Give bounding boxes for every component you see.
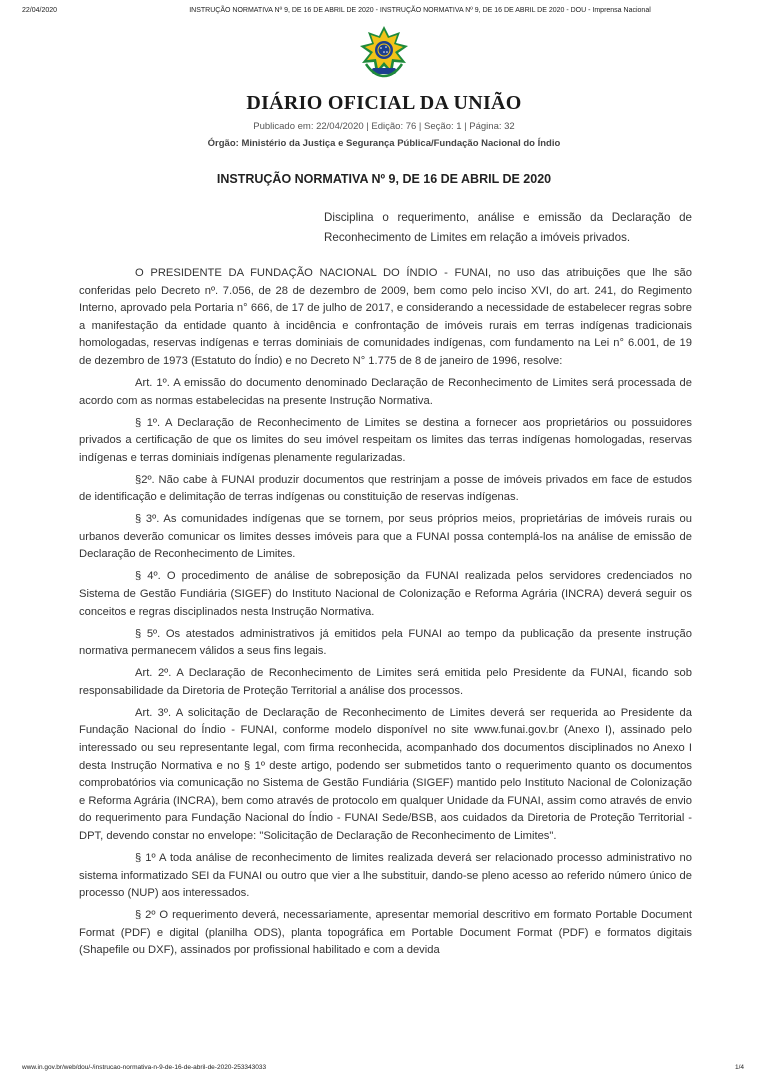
orgao-label: Órgão: <box>207 138 239 149</box>
print-footer <box>0 1064 768 1074</box>
preamble-paragraph: O PRESIDENTE DA FUNDAÇÃO NACIONAL DO ÍNDIO - FUNAI, no uso das atribuições que lhe são conferidas pelo Decreto nº. 7.056, de 28 de dezembro de 2009, bem como pelo inciso XVI, do art. 241, do Regimento Interno, aprovado pela Portaria n° 666, de 17 de julho de 2017, e considerando a necessidade de estabelecer regras sobre a manifestação da entidade quanto à incidência e confrontação de imóveis rurais em terras indígenas tradicionais homologadas, reservas indígenas e terras dominiais de comunidades indígenas, com fundamento na Lei n° 6.001, de 19 de dezembro de 1973 (Estatuto do Índio) e no Decreto N° 1.775 de 8 de janeiro de 1996, resolve: <box>79 267 692 367</box>
print-title: INSTRUÇÃO NORMATIVA Nº 9, DE 16 DE ABRIL DE 2020 - INSTRUÇÃO NORMATIVA Nº 9, DE 16 DE ABRIL DE 2020 - DOU - Imprensa Nacional <box>189 7 651 14</box>
page-number: 1/4 <box>734 1064 744 1071</box>
coat-of-arms-icon <box>356 24 412 80</box>
document-body <box>79 265 692 964</box>
print-date: 22/04/2020 <box>22 7 58 14</box>
article-paragraph: §2º. Não cabe à FUNAI produzir documentos que restrinjam a posse de imóveis privados em face de estudos de identificação e delimitação de terras indígenas ou constituição de reservas indígenas. <box>79 473 692 504</box>
publication-info: Publicado em: 22/04/2020 | Edição: 76 | Seção: 1 | Página: 32 <box>253 121 515 132</box>
article-paragraph: Art. 2º. A Declaração de Reconhecimento de Limites será emitida pelo Presidente da FUNAI, ficando sob responsabilidade da Diretoria de Proteção Territorial a análise dos processos. <box>79 667 692 697</box>
article-paragraph: § 1º. A Declaração de Reconhecimento de Limites se destina a fornecer aos proprietários ou possuidores privados a certificação de que os limites do seu imóvel respeitam os limites das terras indígenas homologadas, reservas indígenas e terras dominiais indígenas plenamente regularizadas. <box>79 416 692 464</box>
orgao-line <box>0 138 768 149</box>
article-paragraph: § 1º A toda análise de reconhecimento de limites realizada deverá ser relacionado processo administrativo no sistema informatizado SEI da FUNAI ou outro que vier a lhe substituir, dando-se pleno acesso ao referido número único de processo (NUP) aos interessados. <box>79 851 692 900</box>
article-paragraph: § 3º. As comunidades indígenas que se tornem, por seus próprios meios, proprietárias de imóveis rurais ou urbanos deverão comunicar os limites desses imóveis para que a FUNAI possa contemplá-los na análise de emissão de Declaração de Reconhecimento de Limites. <box>79 513 692 561</box>
footer-url: www.in.gov.br/web/dou/-/instrucao-normativa-n-9-de-16-de-abril-de-2020-253343033 <box>22 1064 267 1071</box>
article-paragraph: Art. 1º. A emissão do documento denominado Declaração de Reconhecimento de Limites será processada de acordo com as normas estabelecidas na presente Instrução Normativa. <box>79 376 692 407</box>
document-title: INSTRUÇÃO NORMATIVA Nº 9, DE 16 DE ABRIL DE 2020 <box>216 172 552 186</box>
print-header <box>0 7 768 19</box>
article-paragraph: Art. 3º. A solicitação de Declaração de Reconhecimento de Limites deverá ser requerida ao Presidente da Fundação Nacional do Índio - FUNAI, conforme modelo disponível no site www.funai.gov.br (Anexo I), assinado pelo interessado ou seu representante legal, com firma reconhecida, acompanhado dos documentos disciplinados no Anexo I desta Instrução Normativa e no § 1º deste artigo, podendo ser submetidos tanto o requerimento quanto os documentos comprobatórios via comunicação no Sistema de Gestão Fundiária (SIGEF) mantido pelo Instituto Nacional de Colonização e Reforma Agrária (INCRA), bem como através de protocolo em qualquer Unidade da FUNAI, assim como através de envio do requerimento para Fundação Nacional do Índio - FUNAI Sede/BSB, aos cuidados da Diretoria de Proteção Territorial - DPT, devendo constar no envelope: "Solicitação de Declaração de Reconhecimento de Limites". <box>79 706 692 842</box>
article-paragraph: § 5º. Os atestados administrativos já emitidos pela FUNAI ao tempo da publicação da presente instrução normativa permanecem válidos a seus fins legais. <box>79 627 692 658</box>
article-paragraph: § 2º O requerimento deverá, necessariamente, apresentar memorial descritivo em formato Portable Document Format (PDF) e digital (planilha ODS), planta topográfica em Portable Document Format (PDF) e formatos digitais (Shapefile ou DXF), assinados por profissional habilitado e com a devida <box>79 909 692 957</box>
diario-oficial-title: DIÁRIO OFICIAL DA UNIÃO <box>246 92 522 114</box>
orgao-value: Ministério da Justiça e Segurança Pública/Fundação Nacional do Índio <box>241 138 561 149</box>
ementa: Disciplina o requerimento, análise e emissão da Declaração de Reconhecimento de Limites em relação a imóveis privados. <box>324 211 692 244</box>
article-paragraph: § 4º. O procedimento de análise de sobreposição da FUNAI realizada pelos servidores credenciados no Sistema de Gestão Fundiária (SIGEF) do Instituto Nacional de Colonização e Reforma Agrária (INCRA) deverá seguir os conceitos e regras disciplinados nesta Instrução Normativa. <box>79 570 692 618</box>
